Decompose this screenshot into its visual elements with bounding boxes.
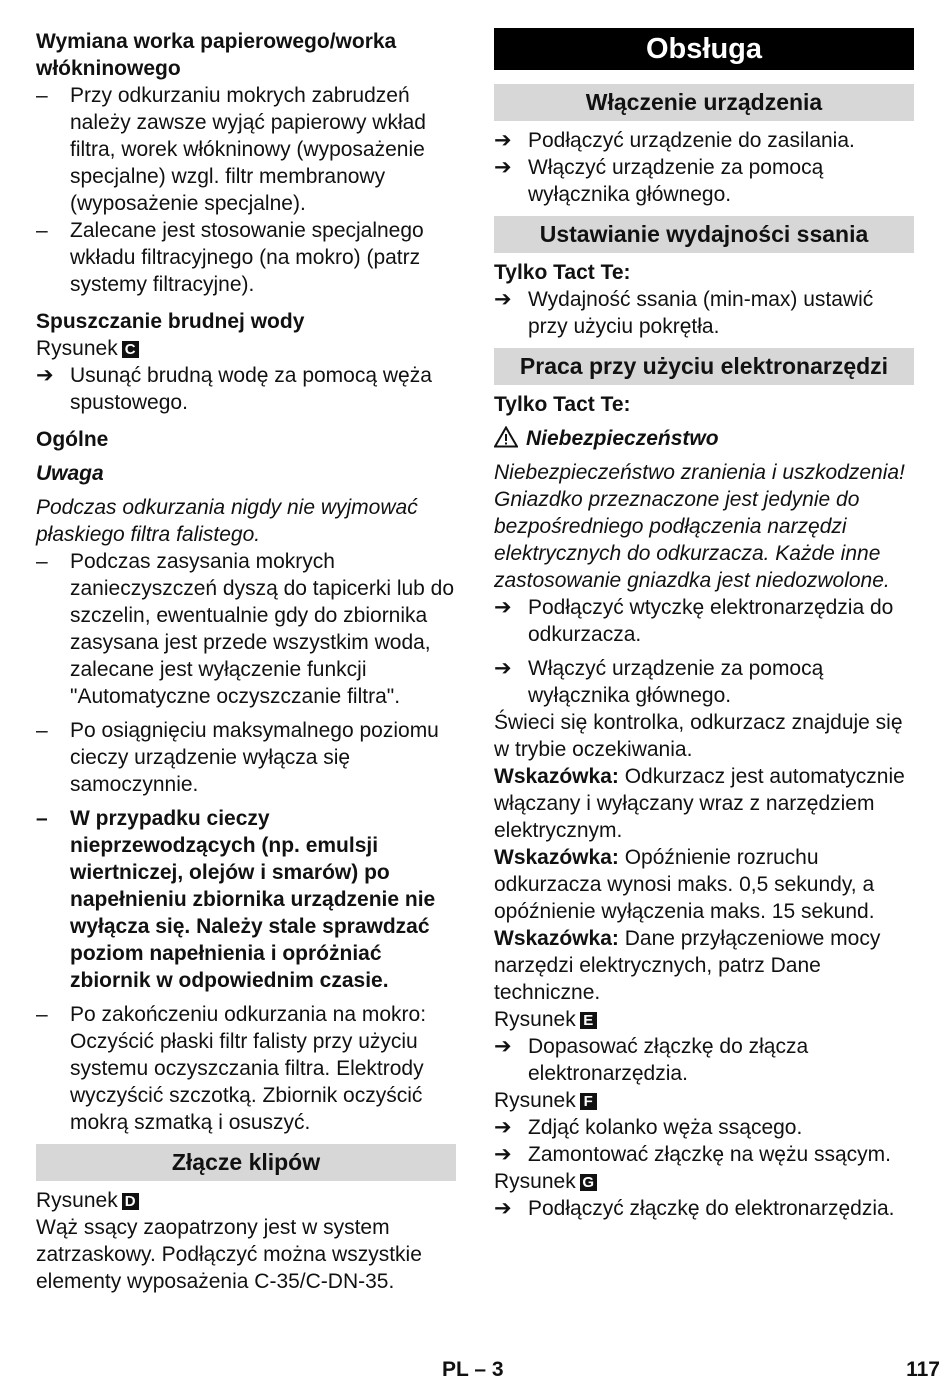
drain-heading: Spuszczanie brudnej wody [36,310,305,333]
danger-heading: Niebezpieczeństwo [494,425,914,452]
footer-language: PL – 3 [442,1358,504,1381]
list-item: ➔ Podłączyć złączkę do elektronarzędzia. [494,1197,895,1220]
general-heading: Ogólne [36,428,109,451]
suction-only-label: Tylko Tact Te: [494,261,631,284]
arrow-right-icon: ➔ [494,156,512,179]
list-item: – Podczas zasysania mokrych zanieczyszczeń dyszą do tapicerki lub do szczelin, ewentualnie gdy do zbiornika zasysana jest przede wszystkim woda, zalecane jest wyłączenie funkcji "Automatyczne oczyszczanie filtra". [36,550,455,708]
arrow-right-icon: ➔ [494,1143,512,1166]
on-heading: Włączenie urządzenia [494,84,914,121]
hint: Wskazówka: Dane przyłączeniowe mocy narzędzi elektrycznych, patrz Dane techniczne. [494,927,881,1004]
hint: Wskazówka: Opóźnienie rozruchu odkurzacza wynosi maks. 0,5 sekundy, a opóźnienie wyłączenia maks. 15 sekund. [494,846,875,923]
arrow-right-icon: ➔ [494,129,512,152]
list-item: ➔ Zamontować złączkę na wężu ssącym. [494,1143,891,1166]
danger-text: Niebezpieczeństwo zranienia i uszkodzenia! Gniazdko przeznaczone jest jedynie do bezpośredniego podłączenia narzędzi elektrycznych do odkurzacza. Każde inne zastosowanie gniazdka jest niedozwolone. [494,461,905,592]
list-item: ➔ Włączyć urządzenie za pomocą wyłącznika głównego. [494,657,824,707]
figure-letter-badge: E [580,1012,597,1029]
list-item: ➔ Włączyć urządzenie za pomocą wyłącznika głównego. [494,156,824,206]
indicator-text: Świeci się kontrolka, odkurzacz znajduje się w trybie oczekiwania. [494,711,903,761]
figure-letter-badge: F [580,1093,597,1110]
figure-ref: Rysunek F [494,1087,914,1114]
arrow-right-icon: ➔ [494,1116,512,1139]
list-item: ➔ Usunąć brudną wodę za pomocą węża spustowego. [36,364,432,414]
figure-ref: Rysunek D [36,1187,456,1214]
arrow-right-icon: ➔ [494,288,512,311]
figure-ref: Rysunek E [494,1006,914,1033]
list-item: – Przy odkurzaniu mokrych zabrudzeń należy zawsze wyjąć papierowy wkład filtra, worek włókninowy (wyposażenie specjalne) wzgl. filtr membranowy (wyposażenie specjalne). [36,84,426,215]
figure-ref: Rysunek G [494,1168,914,1195]
section-title: Obsługa [494,28,914,70]
page-number: 117 [906,1358,940,1381]
bag-heading: Wymiana worka papierowego/worka włókninowego [36,30,397,80]
tools-only-label: Tylko Tact Te: [494,393,631,416]
list-item: – W przypadku cieczy nieprzewodzących (np. emulsji wiertniczej, olejów i smarów) po napełnieniu zbiornika urządzenie nie wyłącza się. Należy stale sprawdzać poziom napełnienia i opróżniać zbiornik w odpowiednim czasie. [36,807,436,992]
clip-heading: Złącze klipów [36,1144,456,1181]
list-item: ➔ Zdjąć kolanko węża ssącego. [494,1116,803,1139]
tools-heading: Praca przy użyciu elektronarzędzi [494,348,914,385]
warning-triangle-icon [494,426,518,448]
right-column [494,28,914,1222]
list-item: ➔ Dopasować złączkę do złącza elektronarzędzia. [494,1035,809,1085]
hint: Wskazówka: Odkurzacz jest automatycznie włączany i wyłączany wraz z narzędziem elektrycznym. [494,765,905,842]
arrow-right-icon: ➔ [494,1035,512,1058]
list-item: – Po osiągnięciu maksymalnego poziomu cieczy urządzenie wyłącza się samoczynnie. [36,719,439,796]
clip-text: Wąż ssący zaopatrzony jest w system zatrzaskowy. Podłączyć można wszystkie elementy wyposażenia C-35/C-DN-35. [36,1216,422,1293]
arrow-right-icon: ➔ [36,364,54,387]
note-heading: Uwaga [36,462,104,485]
figure-ref: Rysunek C [36,335,456,362]
figure-letter-badge: D [122,1193,139,1210]
list-item: – Zalecane jest stosowanie specjalnego wkładu filtracyjnego (na mokro) (patrz systemy filtracyjne). [36,219,424,296]
list-item: ➔ Podłączyć wtyczkę elektronarzędzia do odkurzacza. [494,596,894,646]
left-column [36,28,456,1295]
arrow-right-icon: ➔ [494,657,512,680]
suction-heading: Ustawianie wydajności ssania [494,216,914,253]
arrow-right-icon: ➔ [494,1197,512,1220]
arrow-right-icon: ➔ [494,596,512,619]
figure-letter-badge: C [122,341,139,358]
list-item: – Po zakończeniu odkurzania na mokro: Oczyścić płaski filtr falisty przy użyciu systemu oczyszczania filtra. Elektrody wyczyścić szczotką. Zbiornik oczyścić mokrą szmatką i osuszyć. [36,1003,427,1134]
list-item: ➔ Podłączyć urządzenie do zasilania. [494,129,855,152]
list-item: ➔ Wydajność ssania (min-max) ustawić przy użyciu pokrętła. [494,288,874,338]
figure-letter-badge: G [580,1174,597,1191]
note-text: Podczas odkurzania nigdy nie wyjmować płaskiego filtra falistego. [36,496,418,546]
